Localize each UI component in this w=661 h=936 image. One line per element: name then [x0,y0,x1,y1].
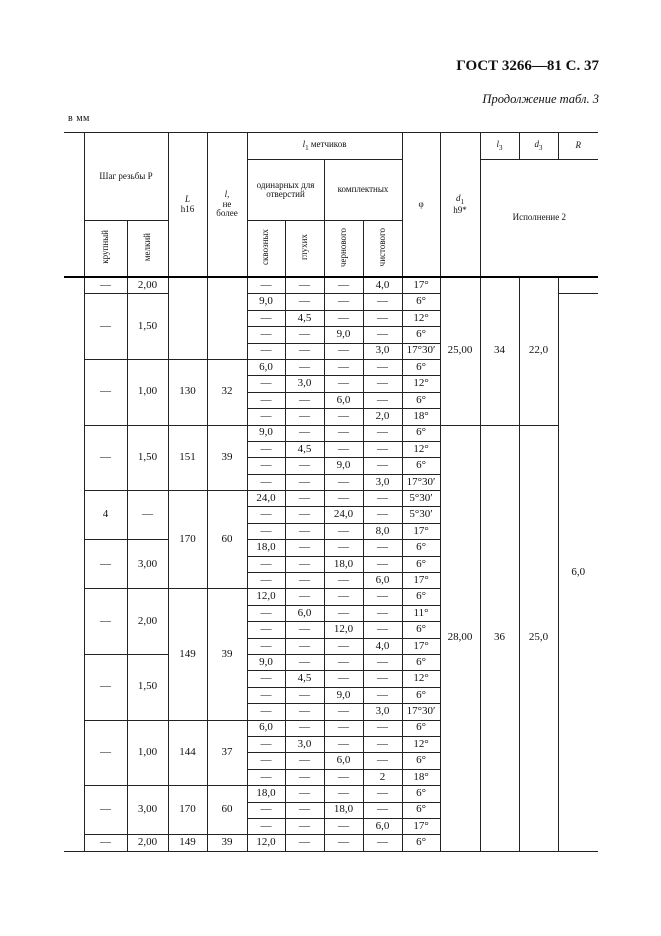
coarse-pitch-cell: — [84,425,127,491]
through-cell: — [247,605,285,621]
blind-cell: — [285,425,324,441]
through-cell: — [247,474,285,490]
coarse-header [84,221,127,278]
coarse-pitch-cell: — [84,786,127,835]
blind-cell: — [285,786,324,802]
L-cell: 170 [168,786,207,835]
table-row [64,425,598,441]
phi-cell: 17° [402,277,440,294]
rough-cell: — [324,491,363,507]
phi-cell: 6° [402,327,440,343]
L-tolerance: h16 [180,203,195,214]
fine-pitch-cell: 1,50 [127,654,168,720]
through-cell: — [247,573,285,589]
phi-cell: 6° [402,720,440,736]
l-cell: 60 [207,491,247,589]
phi-cell: 17° [402,638,440,654]
phi-cell: 17° [402,818,440,834]
through-cell: — [247,392,285,408]
finish-cell: — [363,359,402,375]
blind-cell: — [285,556,324,572]
finish-cell: 4,0 [363,277,402,294]
d1-tolerance: h9* [453,204,467,215]
d3-cell: 22,0 [519,277,558,425]
through-cell: 18,0 [247,540,285,556]
blind-cell: 4,5 [285,671,324,687]
blind-cell: — [285,277,324,294]
phi-cell: 18° [402,409,440,425]
blind-cell: — [285,753,324,769]
l-cell: 37 [207,720,247,786]
through-cell: 9,0 [247,654,285,670]
through-cell: 12,0 [247,589,285,605]
table-continuation-label: Продолжение табл. 3 [482,92,599,106]
through-label: сквозных [260,229,271,266]
R-cell: 6,0 [558,294,598,851]
L-cell: 144 [168,720,207,786]
l-cell: 39 [207,425,247,491]
finish-cell: — [363,720,402,736]
rough-cell: — [324,589,363,605]
through-cell: — [247,327,285,343]
phi-cell: 12° [402,736,440,752]
rough-cell: 9,0 [324,327,363,343]
fine-pitch-cell: 3,00 [127,540,168,589]
l3-symbol: l [496,138,500,149]
finish-cell: — [363,605,402,621]
phi-cell: 5°30′ [402,491,440,507]
phi-cell: 6° [402,687,440,703]
complete-taps-header: комплектных [324,160,402,221]
l-not-label: не [222,198,232,209]
finish-cell: — [363,507,402,523]
rough-cell: — [324,835,363,851]
L-header [168,133,207,278]
R-header [558,133,598,160]
coarse-pitch-cell: — [84,835,127,851]
phi-cell: 12° [402,376,440,392]
l1-symbol: l [302,138,306,149]
document-header: ГОСТ 3266—81 С. 37 [456,58,599,74]
finish-cell: — [363,589,402,605]
blind-cell: — [285,589,324,605]
fine-pitch-cell: 3,00 [127,786,168,835]
rough-cell: — [324,736,363,752]
through-cell: — [247,556,285,572]
through-cell: — [247,376,285,392]
l1-header [247,133,402,160]
phi-cell: 5°30′ [402,507,440,523]
phi-cell: 6° [402,835,440,851]
rough-cell: 18,0 [324,802,363,818]
d1-cell: 25,00 [440,277,480,425]
blind-cell: — [285,540,324,556]
finish-cell: — [363,376,402,392]
rough-cell: — [324,376,363,392]
phi-cell: 6° [402,622,440,638]
L-cell [168,277,207,359]
fine-pitch-cell: 1,50 [127,294,168,360]
finish-cell: 8,0 [363,523,402,539]
through-cell: — [247,310,285,326]
rough-cell: 6,0 [324,392,363,408]
through-cell: — [247,523,285,539]
rough-cell: — [324,474,363,490]
blind-cell: — [285,769,324,785]
l3-cell: 34 [480,277,519,425]
blind-cell: 3,0 [285,376,324,392]
d1-cell: 28,00 [440,425,480,851]
d3-symbol: d [534,138,540,149]
blind-cell: — [285,343,324,359]
l-cell: 60 [207,786,247,835]
blind-header [285,221,324,278]
L-symbol: L [185,194,191,205]
coarse-label: крупный [99,230,110,265]
blind-cell: — [285,835,324,851]
fine-pitch-cell: 1,00 [127,359,168,425]
rough-cell: 18,0 [324,556,363,572]
finish-cell: 4,0 [363,638,402,654]
phi-cell: 6° [402,359,440,375]
through-cell: — [247,704,285,720]
blind-cell: — [285,654,324,670]
rough-cell: — [324,343,363,359]
finish-cell: — [363,671,402,687]
finish-cell: — [363,835,402,851]
blind-cell: — [285,638,324,654]
rough-cell: — [324,277,363,294]
d3-header [519,133,558,160]
L-cell: 130 [168,359,207,425]
blind-cell: — [285,409,324,425]
rough-cell: — [324,359,363,375]
L-cell: 170 [168,491,207,589]
rough-cell: — [324,605,363,621]
pitch-header [84,133,168,221]
through-header [247,221,285,278]
finish-cell: — [363,392,402,408]
through-cell: — [247,507,285,523]
rough-cell: — [324,294,363,310]
fine-pitch-cell: 2,00 [127,835,168,851]
rough-label: чернового [337,227,348,267]
rough-cell: — [324,704,363,720]
rough-cell: — [324,425,363,441]
finish-cell: — [363,786,402,802]
blind-cell: — [285,573,324,589]
pitch-header-text: Шаг резьбы P [99,170,153,181]
through-cell: — [247,671,285,687]
fine-label: мелкий [141,233,152,262]
blind-cell: — [285,507,324,523]
coarse-pitch-cell: — [84,589,127,655]
phi-symbol: φ [418,198,424,209]
blind-cell: 6,0 [285,605,324,621]
phi-cell: 17°30′ [402,343,440,359]
finish-cell: — [363,441,402,457]
rough-cell: 9,0 [324,458,363,474]
l-cell [207,277,247,359]
finish-cell: 6,0 [363,818,402,834]
rough-cell: — [324,654,363,670]
phi-cell: 12° [402,671,440,687]
R-symbol: R [575,140,582,151]
finish-cell: — [363,458,402,474]
finish-header [363,221,402,278]
through-cell: 18,0 [247,786,285,802]
fine-pitch-cell: 2,00 [127,277,168,294]
rough-cell: — [324,769,363,785]
through-cell: 9,0 [247,294,285,310]
finish-cell: — [363,622,402,638]
fine-header [127,221,168,278]
blind-cell: — [285,491,324,507]
rough-cell: — [324,638,363,654]
blind-cell: — [285,802,324,818]
phi-cell: 6° [402,294,440,310]
finish-cell: 6,0 [363,573,402,589]
phi-cell: 6° [402,802,440,818]
blind-cell: 4,5 [285,441,324,457]
rough-cell: 9,0 [324,687,363,703]
finish-cell: — [363,491,402,507]
finish-cell: — [363,327,402,343]
d1-symbol: d [456,192,461,203]
d1-header [440,133,480,278]
rough-cell: — [324,523,363,539]
coarse-pitch-cell: — [84,277,127,294]
fine-pitch-cell: 2,00 [127,589,168,655]
finish-cell: 2,0 [363,409,402,425]
through-cell: — [247,458,285,474]
margin-col [64,133,84,278]
through-cell: 6,0 [247,720,285,736]
through-cell: 9,0 [247,425,285,441]
l1-subscript: 1 [305,143,309,152]
blind-cell: — [285,359,324,375]
rough-header [324,221,363,278]
spec-table [64,132,598,852]
through-cell: — [247,441,285,457]
R-top-cell [558,277,598,294]
phi-cell: 17°30′ [402,474,440,490]
blind-label: глухих [298,234,309,261]
rough-cell: — [324,441,363,457]
phi-header [402,133,440,278]
phi-cell: 17° [402,523,440,539]
through-cell: — [247,687,285,703]
rough-cell: — [324,786,363,802]
finish-cell: — [363,687,402,703]
blind-cell: — [285,458,324,474]
fine-pitch-cell: 1,00 [127,720,168,786]
rough-cell: — [324,540,363,556]
blind-cell: — [285,704,324,720]
table-body [64,277,598,851]
L-cell: 149 [168,835,207,851]
through-cell: — [247,638,285,654]
d3-cell: 25,0 [519,425,558,851]
blind-cell: 3,0 [285,736,324,752]
phi-cell: 12° [402,310,440,326]
finish-cell: 3,0 [363,343,402,359]
rough-cell: — [324,310,363,326]
blind-cell: — [285,474,324,490]
blind-cell: — [285,818,324,834]
phi-cell: 6° [402,392,440,408]
L-cell: 151 [168,425,207,491]
phi-cell: 17°30′ [402,704,440,720]
finish-label: чистового [376,228,387,267]
phi-cell: 6° [402,556,440,572]
rough-cell: — [324,720,363,736]
blind-cell: — [285,687,324,703]
rough-cell: 24,0 [324,507,363,523]
finish-cell: — [363,654,402,670]
finish-cell: 3,0 [363,474,402,490]
rough-cell: 12,0 [324,622,363,638]
rough-cell: 6,0 [324,753,363,769]
through-cell: — [247,622,285,638]
d1-subscript: 1 [460,197,465,206]
through-cell: — [247,736,285,752]
phi-cell: 18° [402,769,440,785]
phi-cell: 12° [402,441,440,457]
coarse-pitch-cell: — [84,654,127,720]
through-cell: — [247,818,285,834]
coarse-pitch-cell: — [84,540,127,589]
execution-header: Исполнение 2 [480,160,598,278]
phi-cell: 6° [402,458,440,474]
phi-cell: 6° [402,425,440,441]
finish-cell: — [363,556,402,572]
phi-cell: 11° [402,605,440,621]
through-cell: — [247,753,285,769]
finish-cell: — [363,310,402,326]
finish-cell: — [363,802,402,818]
through-cell: — [247,802,285,818]
phi-cell: 17° [402,573,440,589]
blind-cell: — [285,523,324,539]
l-symbol: l, [224,189,230,200]
through-cell: 24,0 [247,491,285,507]
through-cell: — [247,409,285,425]
blind-cell: — [285,294,324,310]
l3-subscript: 3 [499,143,503,152]
coarse-pitch-cell: — [84,720,127,786]
through-cell: — [247,769,285,785]
finish-cell: — [363,425,402,441]
table-row [64,277,598,294]
coarse-pitch-cell: — [84,359,127,425]
blind-cell: — [285,720,324,736]
through-cell: — [247,277,285,294]
rough-cell: — [324,409,363,425]
coarse-pitch-cell: — [84,294,127,360]
units-label: в мм [68,113,90,124]
blind-cell: 4,5 [285,310,324,326]
finish-cell: — [363,294,402,310]
through-cell: — [247,343,285,359]
blind-cell: — [285,622,324,638]
rough-cell: — [324,818,363,834]
l-cell: 32 [207,359,247,425]
l3-header [480,133,519,160]
phi-cell: 6° [402,589,440,605]
single-taps-header: одинарных для отверстий [247,160,324,221]
phi-cell: 6° [402,786,440,802]
phi-cell: 6° [402,540,440,556]
l-header [207,133,247,278]
coarse-pitch-cell: 4 [84,491,127,540]
rough-cell: — [324,573,363,589]
l-more-label: более [216,208,238,219]
through-cell: 12,0 [247,835,285,851]
phi-cell: 6° [402,654,440,670]
fine-pitch-cell: — [127,491,168,540]
finish-cell: — [363,736,402,752]
margin-cell [64,277,84,851]
finish-cell: 3,0 [363,704,402,720]
l-cell: 39 [207,835,247,851]
finish-cell: — [363,540,402,556]
l3-cell: 36 [480,425,519,851]
l1-suffix: метчиков [308,138,347,149]
fine-pitch-cell: 1,50 [127,425,168,491]
rough-cell: — [324,671,363,687]
finish-cell: — [363,753,402,769]
l-cell: 39 [207,589,247,720]
through-cell: 6,0 [247,359,285,375]
d3-subscript: 3 [539,143,543,152]
L-cell: 149 [168,589,207,720]
finish-cell: 2 [363,769,402,785]
blind-cell: — [285,392,324,408]
blind-cell: — [285,327,324,343]
phi-cell: 6° [402,753,440,769]
